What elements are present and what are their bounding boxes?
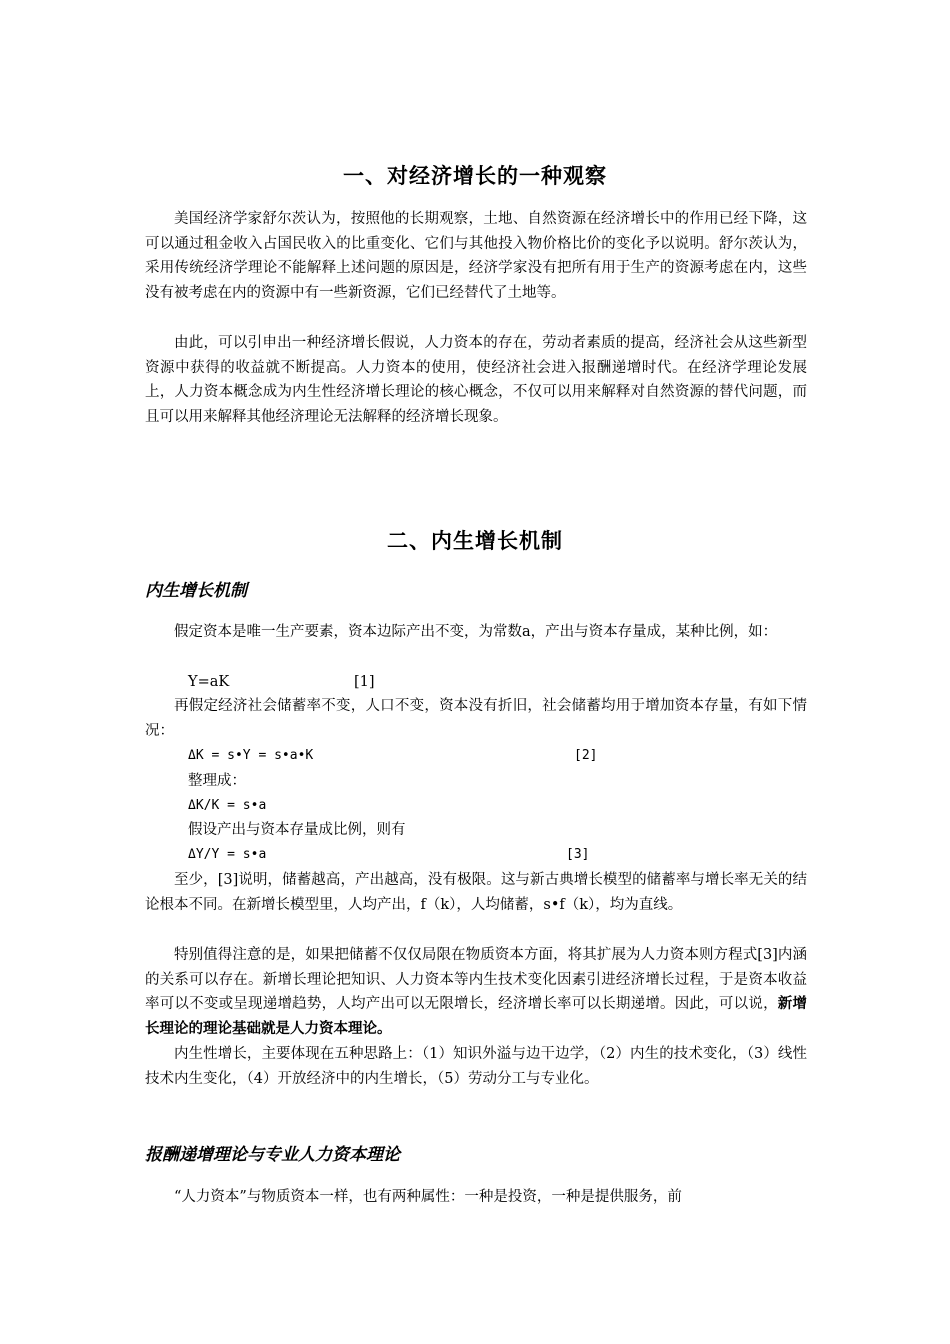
- section2-paragraph-5: 内生性增长，主要体现在五种思路上：（1）知识外溢与边干边学，（2）内生的技术变化，（3）线性技术内生变化，（4）开放经济中的内生增长，（5）劳动分工与专业化。: [145, 1046, 807, 1087]
- section2-paragraph-2: 再假定经济社会储蓄率不变，人口不变，资本没有折旧，社会储蓄均用于增加资本存量，有如下情况：: [145, 698, 807, 739]
- equation-3: ΔK/K = s•a: [188, 798, 267, 813]
- paragraph-4-text: 特别值得注意的是，如果把储蓄不仅仅局限在物质资本方面，将其扩展为人力资本则方程式[3]内涵的关系可以存在。新增长理论把知识、人力资本等内生技术变化因素引进经济增长过程，于是资本收益率可以不变或呈现递增趋势，人均产出可以无限增长，经济增长率可以长期递增。因此，可以说，: [145, 947, 807, 1012]
- subsection-title-increasing-returns: 报酬递增理论与专业人力资本理论: [145, 1145, 400, 1165]
- section1-paragraph-2: 由此，可以引申出一种经济增长假说，人力资本的存在，劳动者素质的提高，经济社会从这些新型资源中获得的收益就不断提高。人力资本的使用，使经济社会进入报酬递增时代。在经济学理论发展上，人力资本概念成为内生性经济增长理论的核心概念，不仅可以用来解释对自然资源的替代问题，而且可以用来解释其他经济理论无法解释的经济增长现象。: [145, 335, 807, 425]
- section2-title: 二、内生增长机制: [387, 529, 563, 553]
- section2-paragraph-3: 至少，[3]说明，储蓄越高，产出越高，没有极限。这与新古典增长模型的储蓄率与增长率无关的结论根本不同。在新增长模型里，人均产出，f（k），人均储蓄，s•f（k），均为直线。: [145, 872, 807, 913]
- equation-2-ref: [2]: [574, 748, 598, 763]
- text-assume: 假设产出与资本存量成比例，则有: [188, 822, 406, 838]
- equation-2: ΔK = s•Y = s•a•K: [188, 748, 314, 763]
- equation-4-ref: [3]: [566, 847, 590, 862]
- section1-paragraph-1: 美国经济学家舒尔茨认为，按照他的长期观察，土地、自然资源在经济增长中的作用已经下降，这可以通过租金收入占国民收入的比重变化、它们与其他投入物价格比价的变化予以说明。舒尔茨认为，采用传统经济学理论不能解释上述问题的原因是，经济学家没有把所有用于生产的资源考虑在内，这些没有被考虑在内的资源中有一些新资源，它们已经替代了土地等。: [145, 211, 807, 301]
- equation-4: ΔY/Y = s•a: [188, 847, 267, 862]
- equation-1: Y=aK: [188, 674, 230, 690]
- section2-paragraph-1: 假定资本是唯一生产要素，资本边际产出不变，为常数a，产出与资本存量成，某种比例，如：: [174, 624, 778, 640]
- paragraph-4-emphasis: 新增长理论的理论基础就是人力资本理论。: [145, 995, 807, 1037]
- section1-title: 一、对经济增长的一种观察: [343, 164, 607, 188]
- subsection-title-endogenous: 内生增长机制: [145, 581, 247, 601]
- section2-paragraph-4: [145, 943, 807, 1041]
- equation-1-ref: [1]: [354, 674, 375, 690]
- section2-paragraph-6: “人力资本”与物质资本一样，也有两种属性：一种是投资，一种是提供服务，前: [174, 1189, 682, 1205]
- text-rearrange: 整理成：: [188, 773, 246, 789]
